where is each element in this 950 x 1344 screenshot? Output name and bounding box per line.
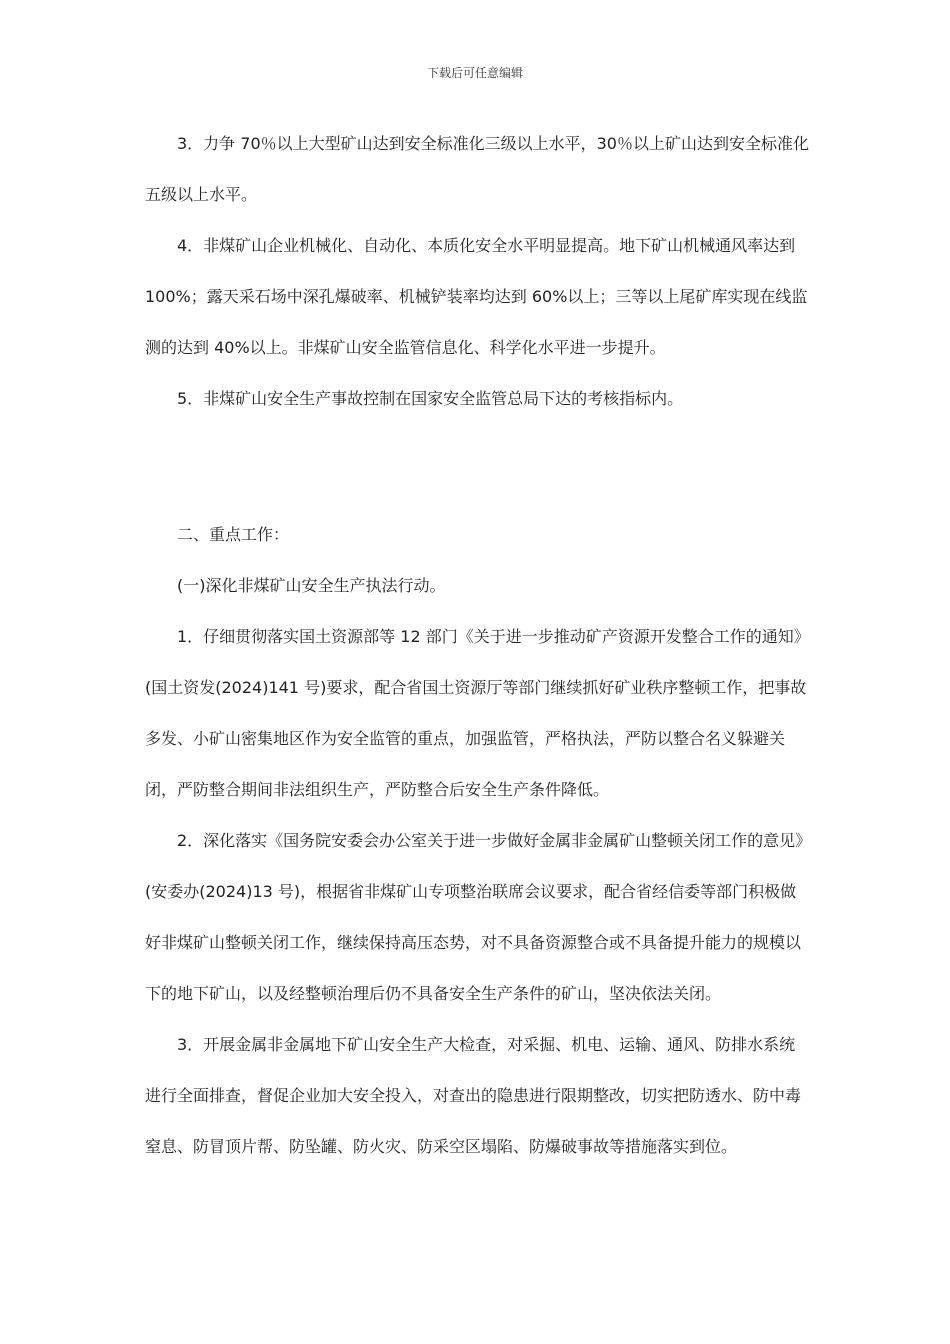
section-key-work	[145, 509, 810, 1172]
document-body	[145, 118, 810, 1172]
subsection-heading: (一)深化非煤矿山安全生产执法行动。	[177, 576, 446, 595]
section-heading: 二、重点工作：	[177, 525, 290, 544]
section-gap	[145, 424, 810, 509]
paragraph-work-2: 2．深化落实《国务院安委会办公室关于进一步做好金属非金属矿山整顿关闭工作的意见》(安委办(2024)13 号)，根据省非煤矿山专项整治联席会议要求，配合省经信委等部门积极做好非煤矿山整顿关闭工作，继续保持高压态势，对不具备资源整合或不具备提升能力的规模以下的地下矿山，以及经整顿治理后仍不具备安全生产条件的矿山，坚决依法关闭。	[145, 831, 804, 1003]
paragraph-work-1: 1．仔细贯彻落实国土资源部等 12 部门《关于进一步推动矿产资源开发整合工作的通知》(国土资发(2024)141 号)要求，配合省国土资源厅等部门继续抓好矿业秩序整顿工作，把事故多发、小矿山密集地区作为安全监管的重点，加强监管，严格执法，严防以整合名义躲避关闭，严防整合期间非法组织生产，严防整合后安全生产条件降低。	[145, 627, 810, 799]
paragraph-goal-3: 3．力争 70％以上大型矿山达到安全标准化三级以上水平，30％以上矿山达到安全标准化五级以上水平。	[145, 134, 809, 204]
paragraph-goal-5: 5．非煤矿山安全生产事故控制在国家安全监管总局下达的考核指标内。	[177, 389, 684, 408]
paragraph-work-3: 3．开展金属非金属地下矿山安全生产大检查，对采掘、机电、运输、通风、防排水系统进行全面排查，督促企业加大安全投入，对查出的隐患进行限期整改，切实把防透水、防中毒窒息、防冒顶片帮、防坠罐、防火灾、防采空区塌陷、防爆破事故等措施落实到位。	[145, 1035, 802, 1156]
section-goals	[145, 118, 810, 424]
paragraph-goal-4: 4．非煤矿山企业机械化、自动化、本质化安全水平明显提高。地下矿山机械通风率达到 100%；露天采石场中深孔爆破率、机械铲装率均达到 60%以上；三等以上尾矿库实现在线监测的达到 40%以上。非煤矿山安全监管信息化、科学化水平进一步提升。	[145, 236, 808, 357]
header-note: 下载后可任意编辑	[426, 66, 523, 80]
